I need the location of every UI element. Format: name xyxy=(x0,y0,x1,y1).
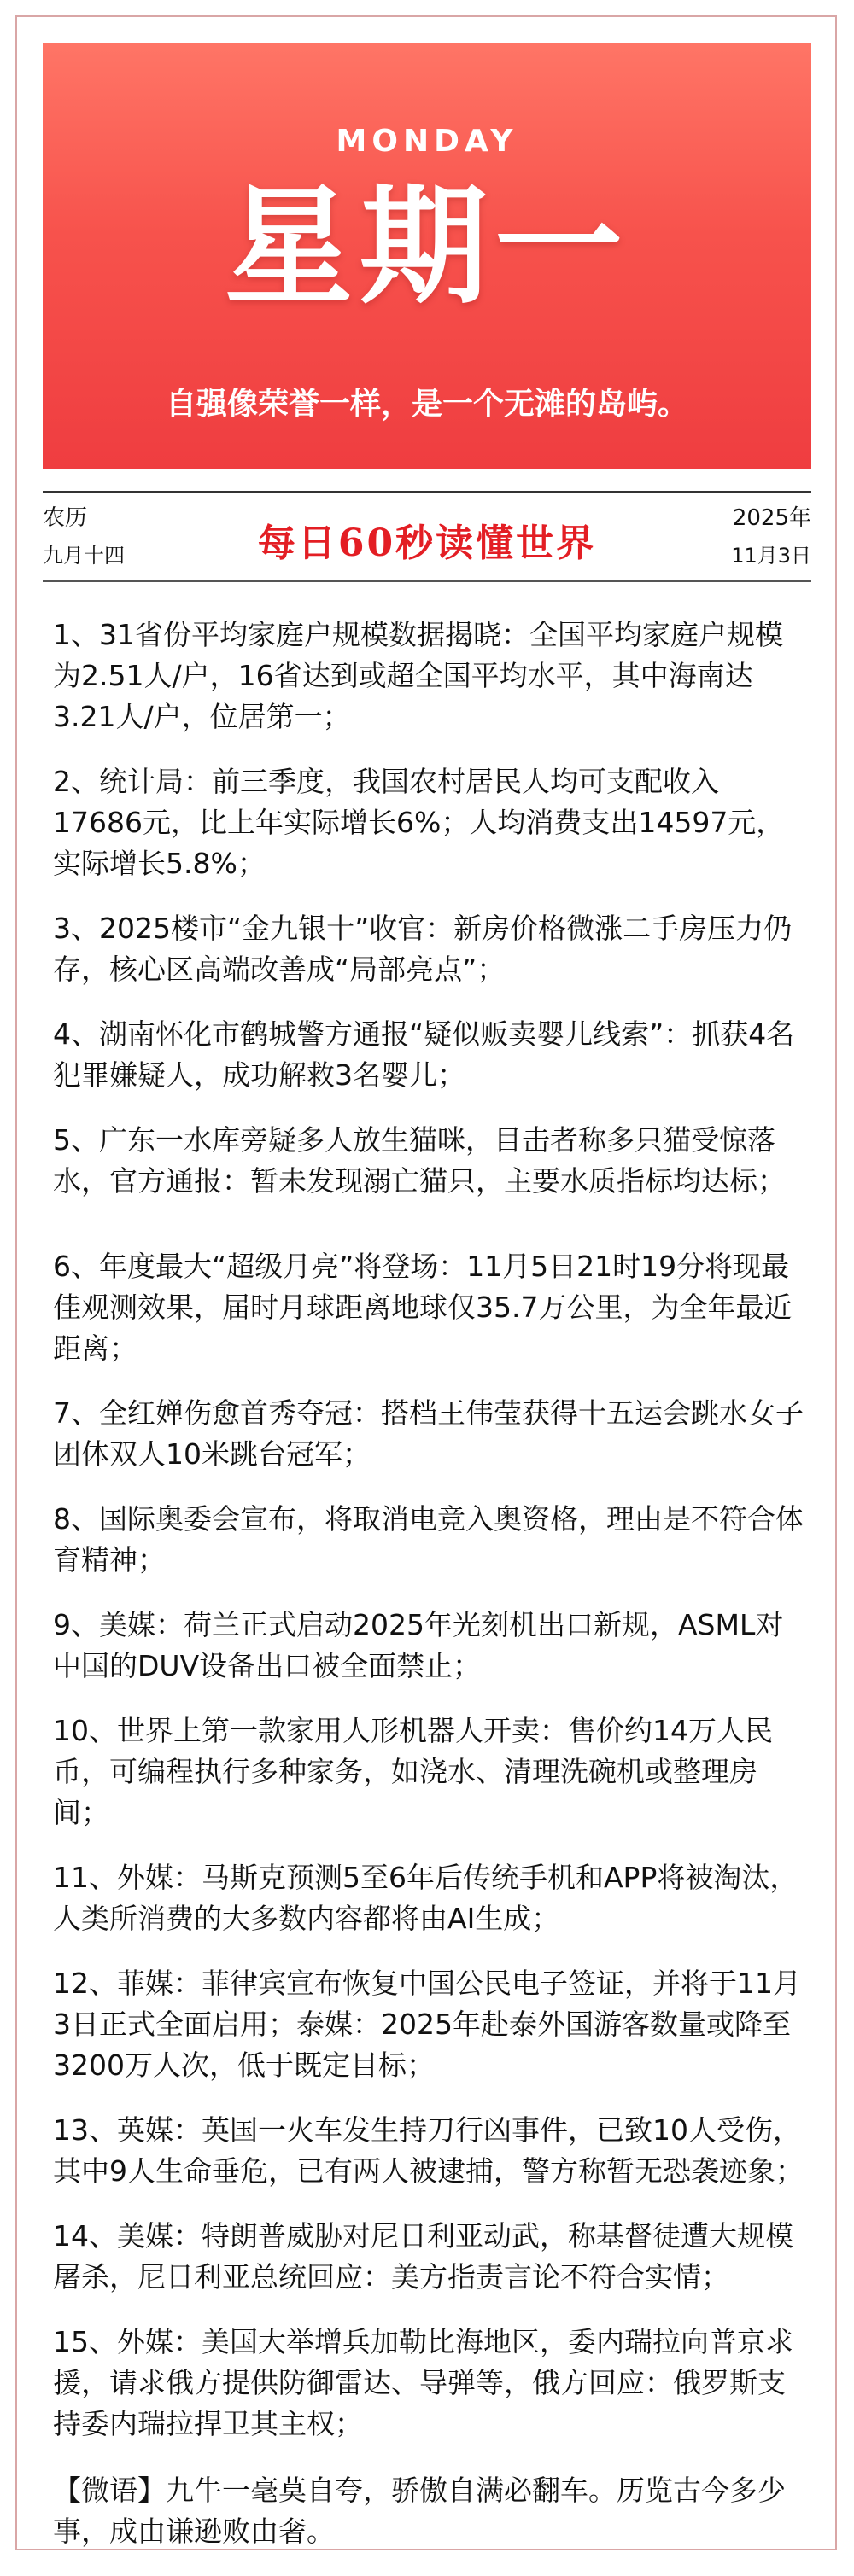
news-item-14: 14、美媒：特朗普威胁对尼日利亚动武，称基督徒遭大规模屠杀，尼日利亚总统回应：美方指责言论不符合实情； xyxy=(53,2219,793,2293)
daily-quote: 【微语】九牛一毫莫自夸，骄傲自满必翻车。历览古今多少事，成由谦逊败由奢。 xyxy=(53,2474,786,2548)
news-item-15: 15、外媒：美国大举增兵加勒比海地区，委内瑞拉向普京求援，请求俄方提供防御雷达、导弹等，俄方回应：俄罗斯支持委内瑞拉捍卫其主权； xyxy=(53,2325,793,2440)
gregorian-date-block xyxy=(731,499,811,574)
news-list xyxy=(53,615,804,2576)
news-item-3: 3、2025楼市“金九银十”收官：新房价格微涨二手房压力仍存，核心区高端改善成“局部亮点”； xyxy=(53,912,793,986)
news-item-8: 8、国际奥委会宣布，将取消电竞入奥资格，理由是不符合体育精神； xyxy=(53,1502,804,1576)
news-item-6: 6、年度最大“超级月亮”将登场：11月5日21时19分将现最佳观测效果，届时月球距离地球仅35.7万公里，为全年最近距离； xyxy=(53,1250,793,1365)
motto-text: 自强像荣誉一样，是一个无滩的岛屿。 xyxy=(165,387,688,422)
news-item-2: 2、统计局：前三季度，我国农村居民人均可支配收入17686元，比上年实际增长6%；人均消费支出14597元，实际增长5.8%； xyxy=(53,765,785,880)
lunar-date-block xyxy=(43,499,125,574)
news-item-11: 11、外媒：马斯克预测5至6年后传统手机和APP将被淘汰，人类所消费的大多数内容都将由AI生成； xyxy=(53,1861,798,1935)
news-item-1: 1、31省份平均家庭户规模数据揭晓：全国平均家庭户规模为2.51人/户，16省达到或超全国平均水平，其中海南达3.21人/户，位居第一； xyxy=(53,618,783,733)
header-bottom-rule xyxy=(43,580,811,582)
weekday-title: 星期一 xyxy=(224,173,629,322)
news-item-7: 7、全红婵伤愈首秀夺冠：搭档王伟莹获得十五运会跳水女子团体双人10米跳台冠军； xyxy=(53,1396,804,1471)
page-title: 每日60秒读懂世界 xyxy=(257,522,597,565)
date-label: 11月3日 xyxy=(731,544,811,568)
news-item-9: 9、美媒：荷兰正式启动2025年光刻机出口新规，ASML对中国的DUV设备出口被全面禁止； xyxy=(53,1608,784,1682)
news-item-13: 13、英媒：英国一火车发生持刀行凶事件，已致10人受伤，其中9人生命垂危，已有两人被逮捕，警方称暂无恐袭迹象； xyxy=(53,2113,804,2188)
news-item-4: 4、湖南怀化市鹤城警方通报“疑似贩卖婴儿线索”：抓获4名犯罪嫌疑人，成功解救3名婴儿； xyxy=(53,1017,795,1092)
news-item-12: 12、菲媒：菲律宾宣布恢复中国公民电子签证，并将于11月3日正式全面启用；泰媒：2025年赴泰外国游客数量或降至3200万人次，低于既定目标； xyxy=(53,1967,801,2082)
lunar-label: 农历 xyxy=(43,505,88,531)
header-top-rule xyxy=(43,491,811,493)
news-item-5: 5、广东一水库旁疑多人放生猫咪，目击者称多只猫受惊落水，官方通报：暂未发现溺亡猫只，主要水质指标均达标； xyxy=(53,1123,786,1198)
lunar-date: 九月十四 xyxy=(43,544,125,568)
year-label: 2025年 xyxy=(732,505,811,531)
day-banner xyxy=(43,43,811,469)
news-item-10: 10、世界上第一款家用人形机器人开卖：售价约14万人民币，可编程执行多种家务，如浇水、清理洗碗机或整理房间； xyxy=(53,1714,773,1829)
english-weekday: MONDAY xyxy=(336,124,518,159)
